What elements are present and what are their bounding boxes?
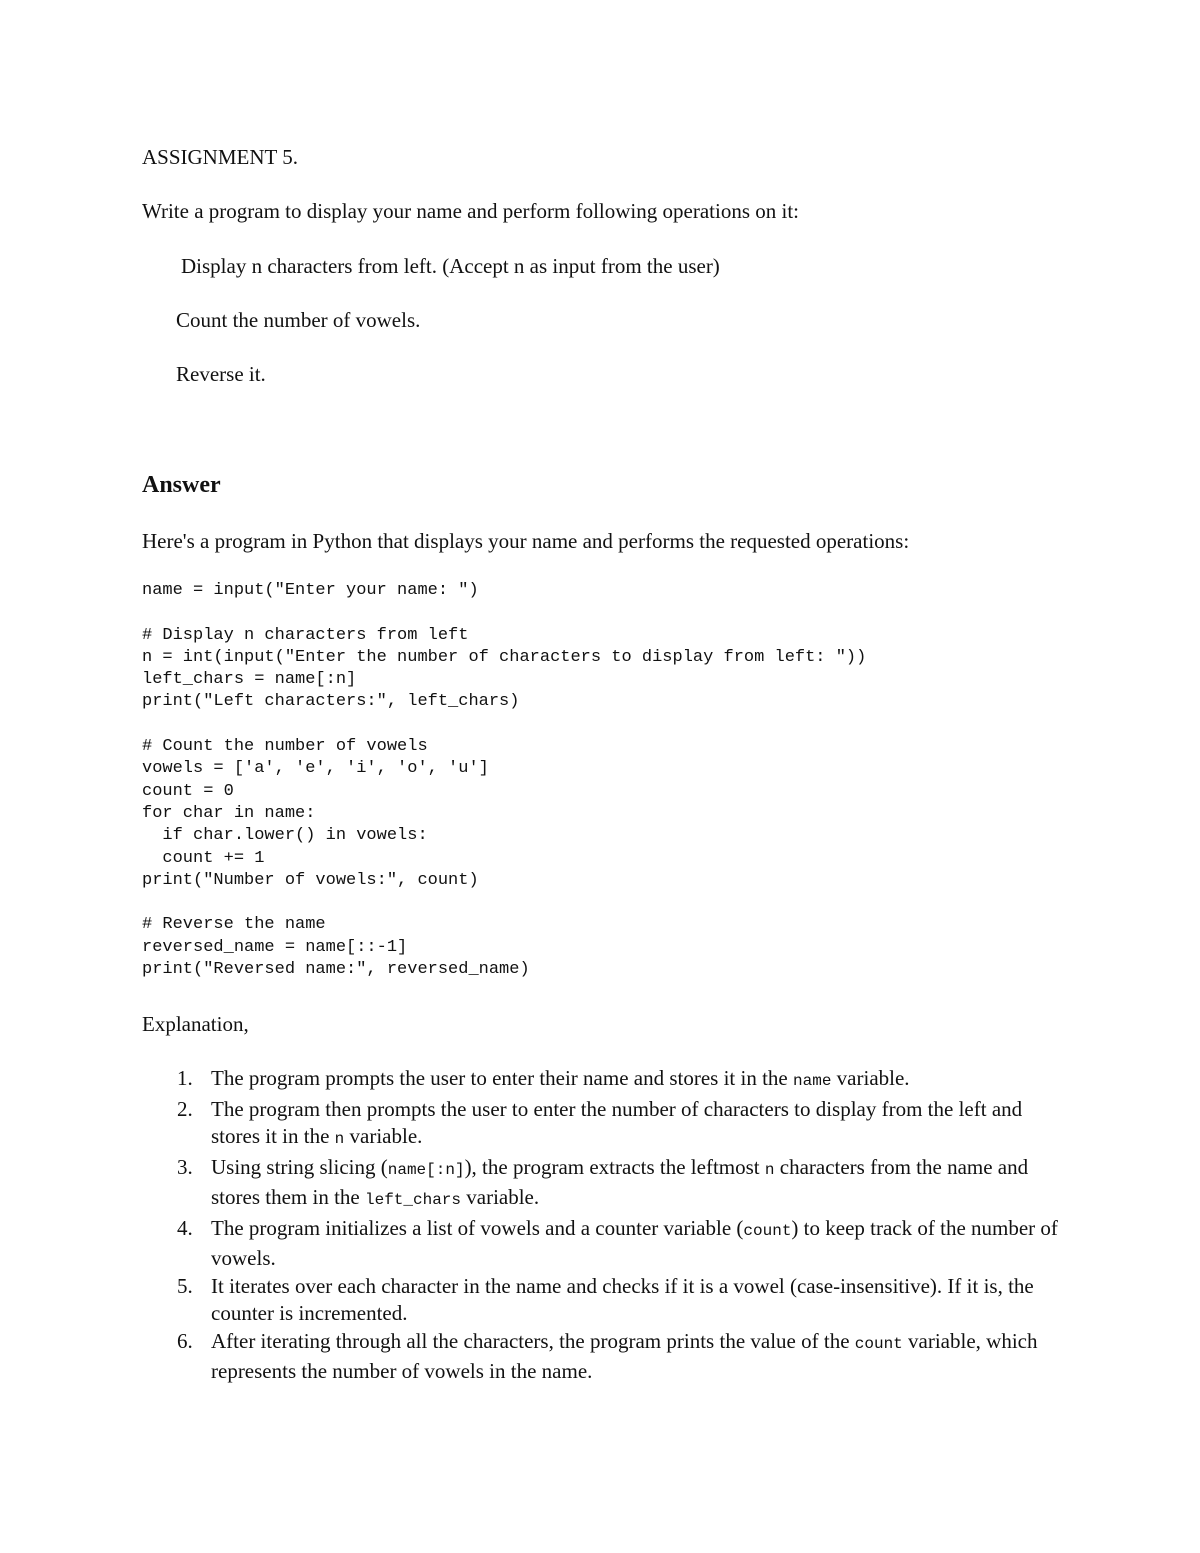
explanation-text: variable. bbox=[461, 1185, 540, 1209]
task-operation-1: Display n characters from left. (Accept n as input from the user) bbox=[181, 254, 720, 278]
code-line: print("Number of vowels:", count) bbox=[142, 870, 479, 890]
list-number: 6. bbox=[177, 1328, 193, 1353]
explanation-text: The program prompts the user to enter their name and stores it in the bbox=[211, 1066, 794, 1090]
assignment-title: ASSIGNMENT 5. bbox=[142, 145, 298, 169]
code-block bbox=[142, 580, 866, 981]
explanation-item bbox=[172, 1154, 1072, 1215]
list-number: 3. bbox=[177, 1154, 193, 1179]
list-number: 1. bbox=[177, 1066, 193, 1090]
inline-code: left_chars bbox=[364, 1191, 461, 1209]
code-line: left_chars = name[:n] bbox=[142, 670, 357, 690]
explanation-text: characters from the name and stores them in the bbox=[211, 1154, 1029, 1209]
inline-code: count bbox=[854, 1334, 903, 1353]
explanation-list bbox=[172, 1065, 1072, 1386]
inline-code: n bbox=[334, 1130, 345, 1148]
explanation-text: The program then prompts the user to enter the number of characters to display from the left and stores it in the bbox=[211, 1096, 1023, 1148]
code-line: count += 1 bbox=[142, 848, 265, 868]
inline-code: name bbox=[793, 1072, 832, 1090]
inline-code: name[:n] bbox=[387, 1160, 465, 1179]
explanation-item bbox=[172, 1096, 1072, 1154]
explanation-item bbox=[172, 1215, 1072, 1273]
explanation-item bbox=[172, 1273, 1072, 1328]
code-line: name = input("Enter your name: ") bbox=[142, 581, 479, 600]
explanation-text: After iterating through all the characters, the program prints the value of the bbox=[211, 1328, 855, 1353]
inline-code: count bbox=[743, 1221, 792, 1240]
code-line: vowels = ['a', 'e', 'i', 'o', 'u'] bbox=[142, 759, 489, 779]
code-blank-line bbox=[142, 892, 866, 914]
explanation-heading: Explanation, bbox=[142, 1012, 249, 1036]
code-line: # Display n characters from left bbox=[142, 625, 469, 645]
explanation-text: variable. bbox=[831, 1066, 910, 1090]
code-line: for char in name: bbox=[142, 803, 316, 823]
answer-heading: Answer bbox=[142, 472, 221, 498]
list-number: 4. bbox=[177, 1215, 193, 1240]
code-line: if char.lower() in vowels: bbox=[142, 826, 428, 846]
explanation-text: variable, which represents the number of vowels in the name. bbox=[211, 1328, 1038, 1383]
code-line: print("Left characters:", left_chars) bbox=[142, 692, 520, 712]
code-line: # Count the number of vowels bbox=[142, 737, 428, 757]
answer-intro: Here's a program in Python that displays your name and performs the requested operations: bbox=[142, 529, 910, 553]
explanation-item bbox=[172, 1328, 1072, 1386]
code-blank-line bbox=[142, 714, 866, 736]
list-number: 5. bbox=[177, 1273, 193, 1298]
explanation-text: variable. bbox=[344, 1124, 423, 1148]
list-number: 2. bbox=[177, 1096, 193, 1121]
explanation-text: It iterates over each character in the name and checks if it is a vowel (case-insensitive). If it is, the counter is incremented. bbox=[211, 1273, 1034, 1325]
inline-code: n bbox=[764, 1160, 775, 1179]
explanation-item bbox=[172, 1065, 1072, 1096]
code-blank-line bbox=[142, 602, 866, 624]
code-line: print("Reversed name:", reversed_name) bbox=[142, 960, 530, 980]
explanation-text: Using string slicing ( bbox=[211, 1154, 388, 1179]
explanation-text: ) to keep track of the number of vowels. bbox=[211, 1215, 1058, 1270]
task-operation-2: Count the number of vowels. bbox=[176, 308, 421, 332]
code-line: count = 0 bbox=[142, 781, 234, 801]
task-intro: Write a program to display your name and perform following operations on it: bbox=[142, 199, 799, 223]
code-line: n = int(input("Enter the number of characters to display from left: ")) bbox=[142, 647, 867, 667]
code-line: reversed_name = name[::-1] bbox=[142, 937, 408, 957]
task-operation-3: Reverse it. bbox=[176, 362, 266, 386]
explanation-text: ), the program extracts the leftmost bbox=[464, 1154, 765, 1179]
explanation-text: The program initializes a list of vowels and a counter variable ( bbox=[211, 1215, 744, 1240]
code-line: # Reverse the name bbox=[142, 915, 326, 935]
